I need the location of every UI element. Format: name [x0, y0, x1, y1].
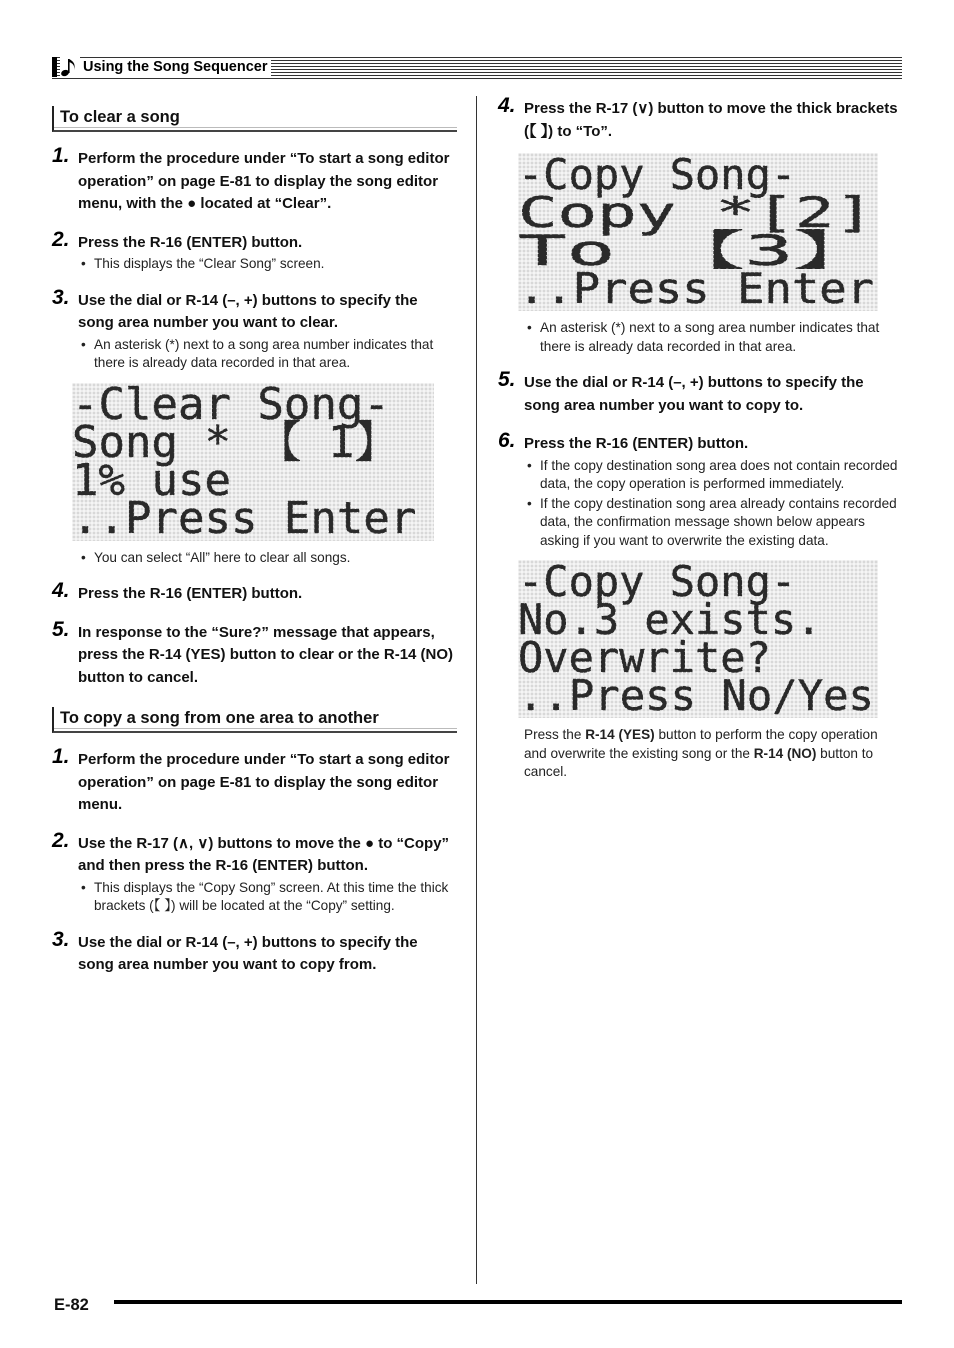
lcd-line: ..Press Enter [518, 264, 874, 311]
step-note: • If the copy destination song area already contains recorded data, the confirmation message shown below appears asking if you want to overwrite the existing data. [524, 495, 902, 551]
final-text-1: Press the [524, 727, 586, 742]
step-text: Press the R-17 (∨) button to move the thick brackets (【 】) to “To”. [524, 100, 898, 140]
lcd-line: -Clear Song- [72, 382, 390, 430]
footer-rule [114, 1300, 902, 1304]
step-text: In response to the “Sure?” message that appears, press the R-14 (YES) button to clear or the R-14 (NO) button to cancel. [78, 623, 454, 686]
clear-step-4 [52, 579, 457, 606]
copy-step-3 [52, 927, 457, 977]
step-text: Use the dial or R-14 (–, +) buttons to specify the song area number you want to clear. [78, 291, 418, 331]
copy-step-1 [52, 745, 457, 817]
header-bar [52, 57, 57, 77]
left-column [52, 96, 457, 977]
lcd-line: Copy *[2] [518, 188, 874, 237]
column-divider [476, 96, 477, 1284]
final-instruction [498, 726, 902, 782]
step-number: 5. [52, 617, 70, 641]
step-note: • An asterisk (*) next to a song area number indicates that there is already data recorded in that area. [78, 336, 457, 373]
step-number: 4. [498, 94, 516, 117]
page-number: E-82 [54, 1296, 89, 1314]
step-number: 4. [52, 579, 70, 602]
right-column [498, 96, 902, 782]
step-note: • This displays the “Clear Song” screen. [78, 255, 457, 274]
final-text-3: button to cancel. [524, 745, 874, 779]
step-text: Use the dial or R-14 (–, +) buttons to specify the song area number you want to copy from. [78, 933, 418, 973]
clear-step-3 [52, 285, 457, 373]
lcd-note: • You can select “All” here to clear all songs. [78, 549, 457, 568]
copy-step-2 [52, 828, 457, 916]
section-heading-clear: To clear a song [52, 106, 457, 132]
lcd-line: -Copy Song- [518, 560, 797, 606]
copy-step-6 [498, 429, 902, 550]
step-text: Use the dial or R-14 (–, +) buttons to specify the song area number you want to copy to. [524, 374, 864, 414]
lcd-line: ..Press Enter [72, 492, 417, 541]
lcd-line: Song * 【 1】 [72, 416, 399, 468]
lcd-line: 1% use [72, 454, 231, 506]
step-text: Press the R-16 (ENTER) button. [524, 435, 749, 452]
step-text: Perform the procedure under “To start a song editor operation” on page E-81 to display the song editor menu, with the ● located at “Clear”. [78, 150, 450, 212]
step-number: 2. [52, 828, 70, 852]
lcd-line: ..Press No/Yes [518, 671, 874, 718]
final-text-no: R-14 (NO) [753, 745, 817, 761]
clear-step-5 [52, 617, 457, 690]
step-text: Perform the procedure under “To start a song editor operation” on page E-81 to display the song editor menu. [78, 751, 450, 813]
step-number: 6. [498, 429, 516, 452]
lcd-line: No.3 exists. [518, 595, 822, 644]
lcd-clear-song [72, 383, 434, 541]
step-note: • If the copy destination song area does not contain recorded data, the copy operation is performed immediately. [524, 457, 902, 494]
step-number: 5. [498, 368, 516, 391]
lcd-copy-song [518, 153, 878, 311]
lcd-line: -Copy Song- [518, 153, 797, 199]
lcd-overwrite-confirm [518, 560, 878, 718]
clear-step-1 [52, 144, 457, 216]
lcd-note: • An asterisk (*) next to a song area number indicates that there is already data recorded in that area. [524, 319, 902, 356]
copy-step-5 [498, 368, 902, 417]
final-text-2: button to perform the copy operation and overwrite the existing song or the [524, 727, 878, 761]
final-text-yes: R-14 (YES) [585, 727, 655, 742]
step-note: • This displays the “Copy Song” screen. At this time the thick brackets (【 】) will be located at the “Copy” setting. [78, 879, 457, 916]
music-note-icon [60, 56, 80, 78]
lcd-line: Overwrite? [518, 633, 771, 682]
step-text: Press the R-16 (ENTER) button. [78, 233, 303, 251]
step-text: Press the R-16 (ENTER) button. [78, 585, 303, 602]
lcd-line: To 【3】 [518, 226, 874, 275]
step-text: Use the R-17 (∧, ∨) buttons to move the ● to “Copy” and then press the R-16 (ENTER) button. [78, 834, 450, 874]
copy-step-4 [498, 94, 902, 143]
clear-step-2 [52, 227, 457, 274]
step-number: 1. [52, 144, 70, 167]
step-number: 3. [52, 927, 70, 951]
section-heading-copy: To copy a song from one area to another [52, 707, 457, 733]
header-title: Using the Song Sequencer [80, 58, 271, 76]
step-number: 2. [52, 227, 70, 251]
step-number: 1. [52, 745, 70, 768]
running-header [52, 55, 902, 79]
step-number: 3. [52, 285, 70, 309]
